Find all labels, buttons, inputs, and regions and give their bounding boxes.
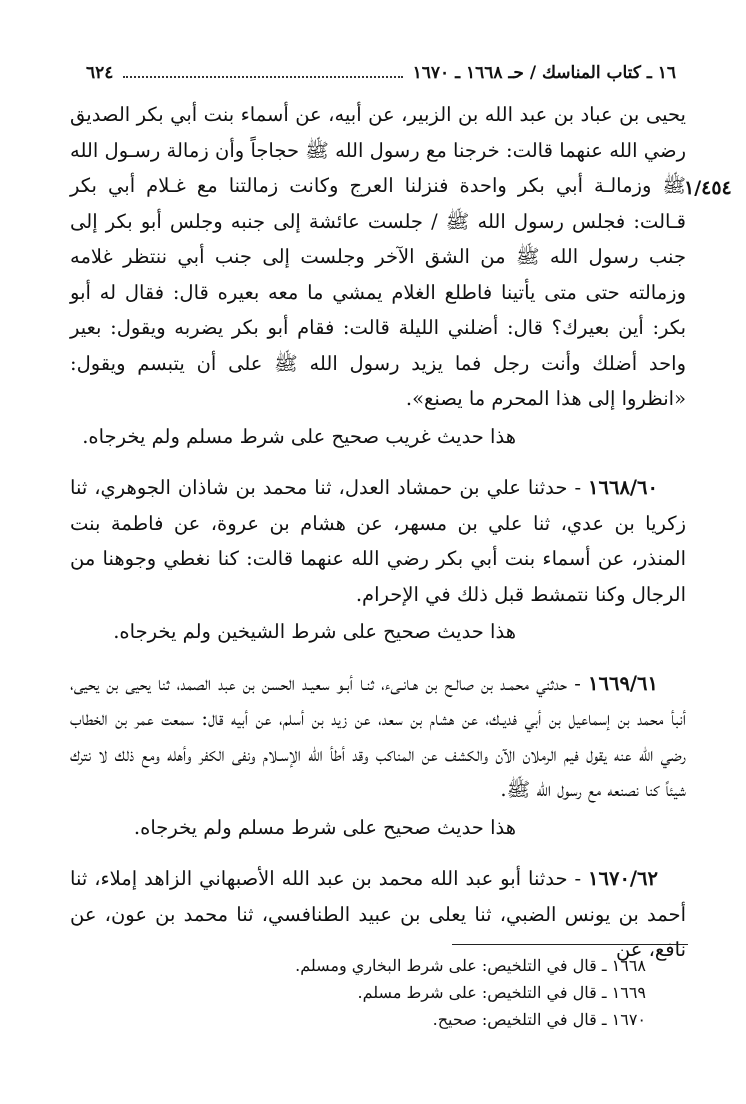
hadith-verdict: هذا حديث صحيح على شرط مسلم ولم يخرجاه. [133,815,516,839]
page-number: ٦٢٤ [86,63,114,83]
margin-volume-reference: ١/٤٥٤ [684,177,732,199]
hadith-continuation-paragraph: يحيى بن عباد بن عبد الله بن الزبير، عن أبيه، عن أسماء بنت أبي بكر الصديق رضي الله عنهما قالت: خرجنا مع رسول الله ﷺ حجاجاً وأن زمالة رسـول الله ﷺ وزمالـة أبي بكر واحدة فنزلنا العرج وكانت زمالتنا مع غـلام أبي بكر قـالت: فجلس رسول الله ﷺ / جلست عائشة إلى جنبه وجلس أبو بكر إلى جنب رسول الله ﷺ من الشق الآخر وجلست إلى جنب أبي ننتظر غلامه وزمالته حتى متى يأتينا فاطلع الغلام يمشي ما معه بعيره قال: فقال له أبو بكر: أين بعيرك؟ قال: أضلني الليلة قالت: فقام أبو بكر يضربه ويقول: بعير واحد أضلك وأنت رجل فما يزيد رسول الله ﷺ على أن يتبسم ويقول: «انظروا إلى هذا المحرم ما يصنع». [70,103,686,410]
running-header [78,58,676,88]
hadith-paragraph [70,666,686,808]
hadith-number: ١٦٦٨/٦٠ [588,476,658,499]
main-text [70,97,686,968]
hadith-number: ١٦٧٠/٦٢ [588,867,658,890]
hadith-text: - حدثنا علي بن حمشاد العدل، ثنا محمد بن شاذان الجوهري، ثنا زكريا بن عدي، ثنا علي بن مسهر، عن هشام بن عروة، عن فاطمة بنت المنذر، عن أسماء بنت أبي بكر رضي الله عنهما قالت: كنا نغطي وجوهنا من الرجال وكنا نتمشط قبل ذلك في الإحرام. [70,476,686,606]
hadith-number: ١٦٦٩/٦١ [588,671,658,695]
hadith-verdict: هذا حديث غريب صحيح على شرط مسلم ولم يخرجاه. [82,424,516,448]
footnote: ١٦٧٠ ـ قال في التلخيص: صحيح. [432,1010,646,1029]
footnote: ١٦٦٩ ـ قال في التلخيص: على شرط مسلم. [357,983,646,1002]
hadith-verdict: هذا حديث صحيح على شرط الشيخين ولم يخرجاه. [113,620,516,643]
hadith-text: - حدثني محمـد بن صالـح بن هـانـىء، ثنـا أبـو سعيـد الحسن بن عبد الصمد، ثنا يحيى بن يحيى، أنبأ محمد بن إسماعيل بن أبي فديـك، عن هشام بن سعد، عن زيد بن أسلم، عن أبيه قال: سمعت عمر بن الخطاب رضي الله عنه يقول فيم الرملان الآن والكشف عن المناكب وقد أطأ الله الإسـلام ونفى الكفر وأهله ومع ذلك لا نترك شيئاً كنا نصنعه مع رسول الله ﷺ. [70,671,686,801]
hadith-paragraph [70,470,686,612]
running-title: ١٦ ـ كتاب المناسك / حـ ١٦٦٨ ـ ١٦٧٠ [412,63,676,83]
hadith-text: - حدثنا أبو عبد الله محمد بن عبد الله الأصبهاني الزاهد إملاء، ثنا أحمد بن يونس الضبي، ثنا يعلى بن عبيد الطنافسي، ثنا محمد بن عون، عن نافع، عن [70,867,686,961]
footnote-separator [452,944,688,945]
footnotes [70,952,686,1033]
footnote: ١٦٦٨ ـ قال في التلخيص: على شرط البخاري ومسلم. [295,956,646,975]
header-dot-leader [123,76,402,78]
